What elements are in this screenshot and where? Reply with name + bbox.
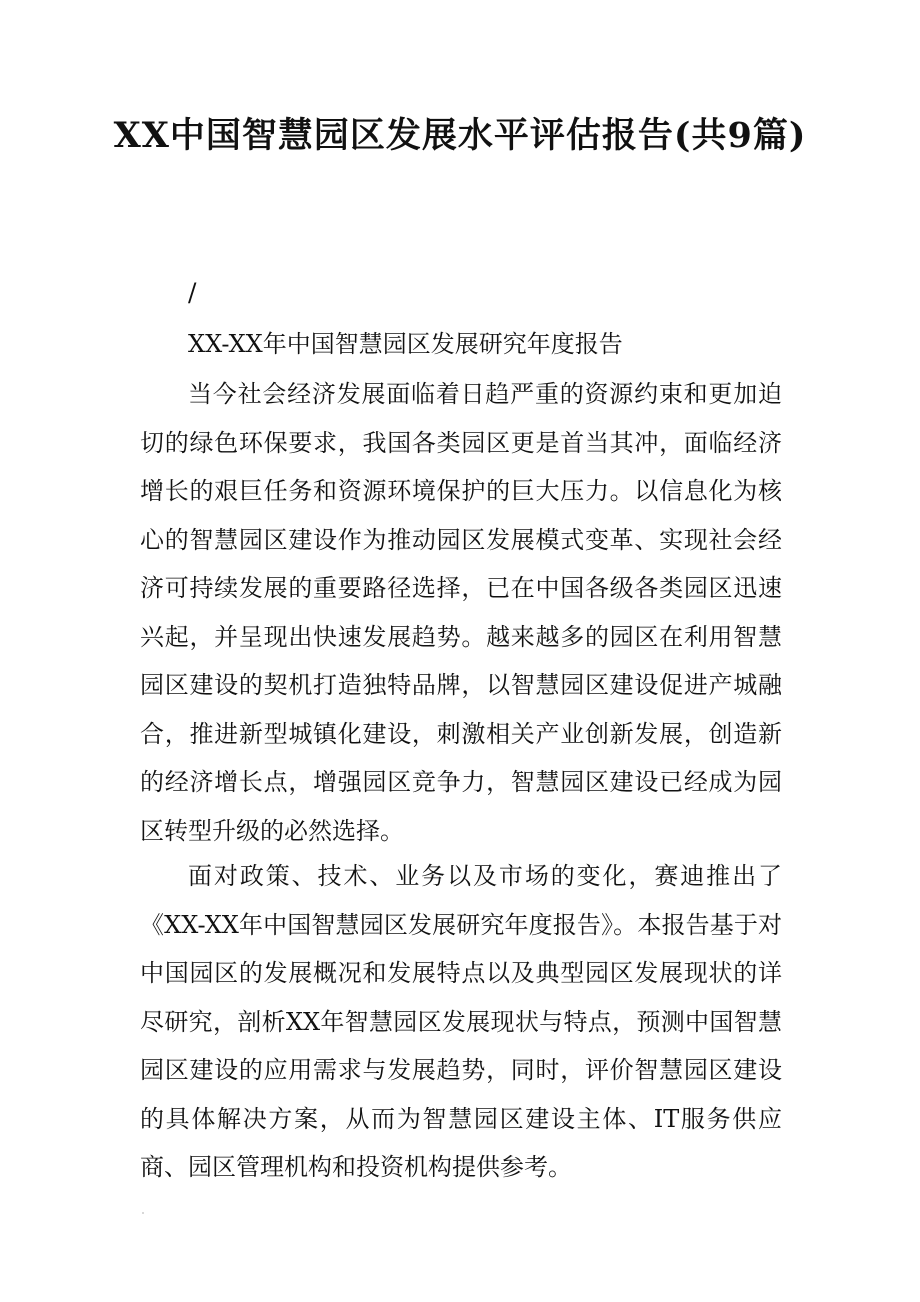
body-paragraph-2: 面对政策、技术、业务以及市场的变化，赛迪推出了《XX-XX年中国智慧园区发展研究年度报告》。本报告基于对中国园区的发展概况和发展特点以及典型园区发展现状的详尽研究，剖析XX年智慧园区发展现状与特点，预测中国智慧园区建设的应用需求与发展趋势，同时，评价智慧园区建设的具体解决方案，从而为智慧园区建设主体、IT服务供应商、园区管理机构和投资机构提供参考。 — [140, 862, 782, 1181]
scan-speck — [142, 1212, 144, 1214]
document-title: XX中国智慧园区发展水平评估报告(共9篇) — [113, 115, 807, 156]
separator-slash: / — [188, 278, 197, 307]
report-subtitle: XX-XX年中国智慧园区发展研究年度报告 — [188, 330, 623, 358]
body-paragraph-1: 当今社会经济发展面临着日趋严重的资源约束和更加迫切的绿色环保要求，我国各类园区更是首当其冲，面临经济增长的艰巨任务和资源环境保护的巨大压力。以信息化为核心的智慧园区建设作为推动园区发展模式变革、实现社会经济可持续发展的重要路径选择，已在中国各级各类园区迅速兴起，并呈现出快速发展趋势。越来越多的园区在利用智慧园区建设的契机打造独特品牌，以智慧园区建设促进产城融合，推进新型城镇化建设，刺激相关产业创新发展，创造新的经济增长点，增强园区竞争力，智慧园区建设已经成为园区转型升级的必然选择。 — [140, 380, 782, 845]
